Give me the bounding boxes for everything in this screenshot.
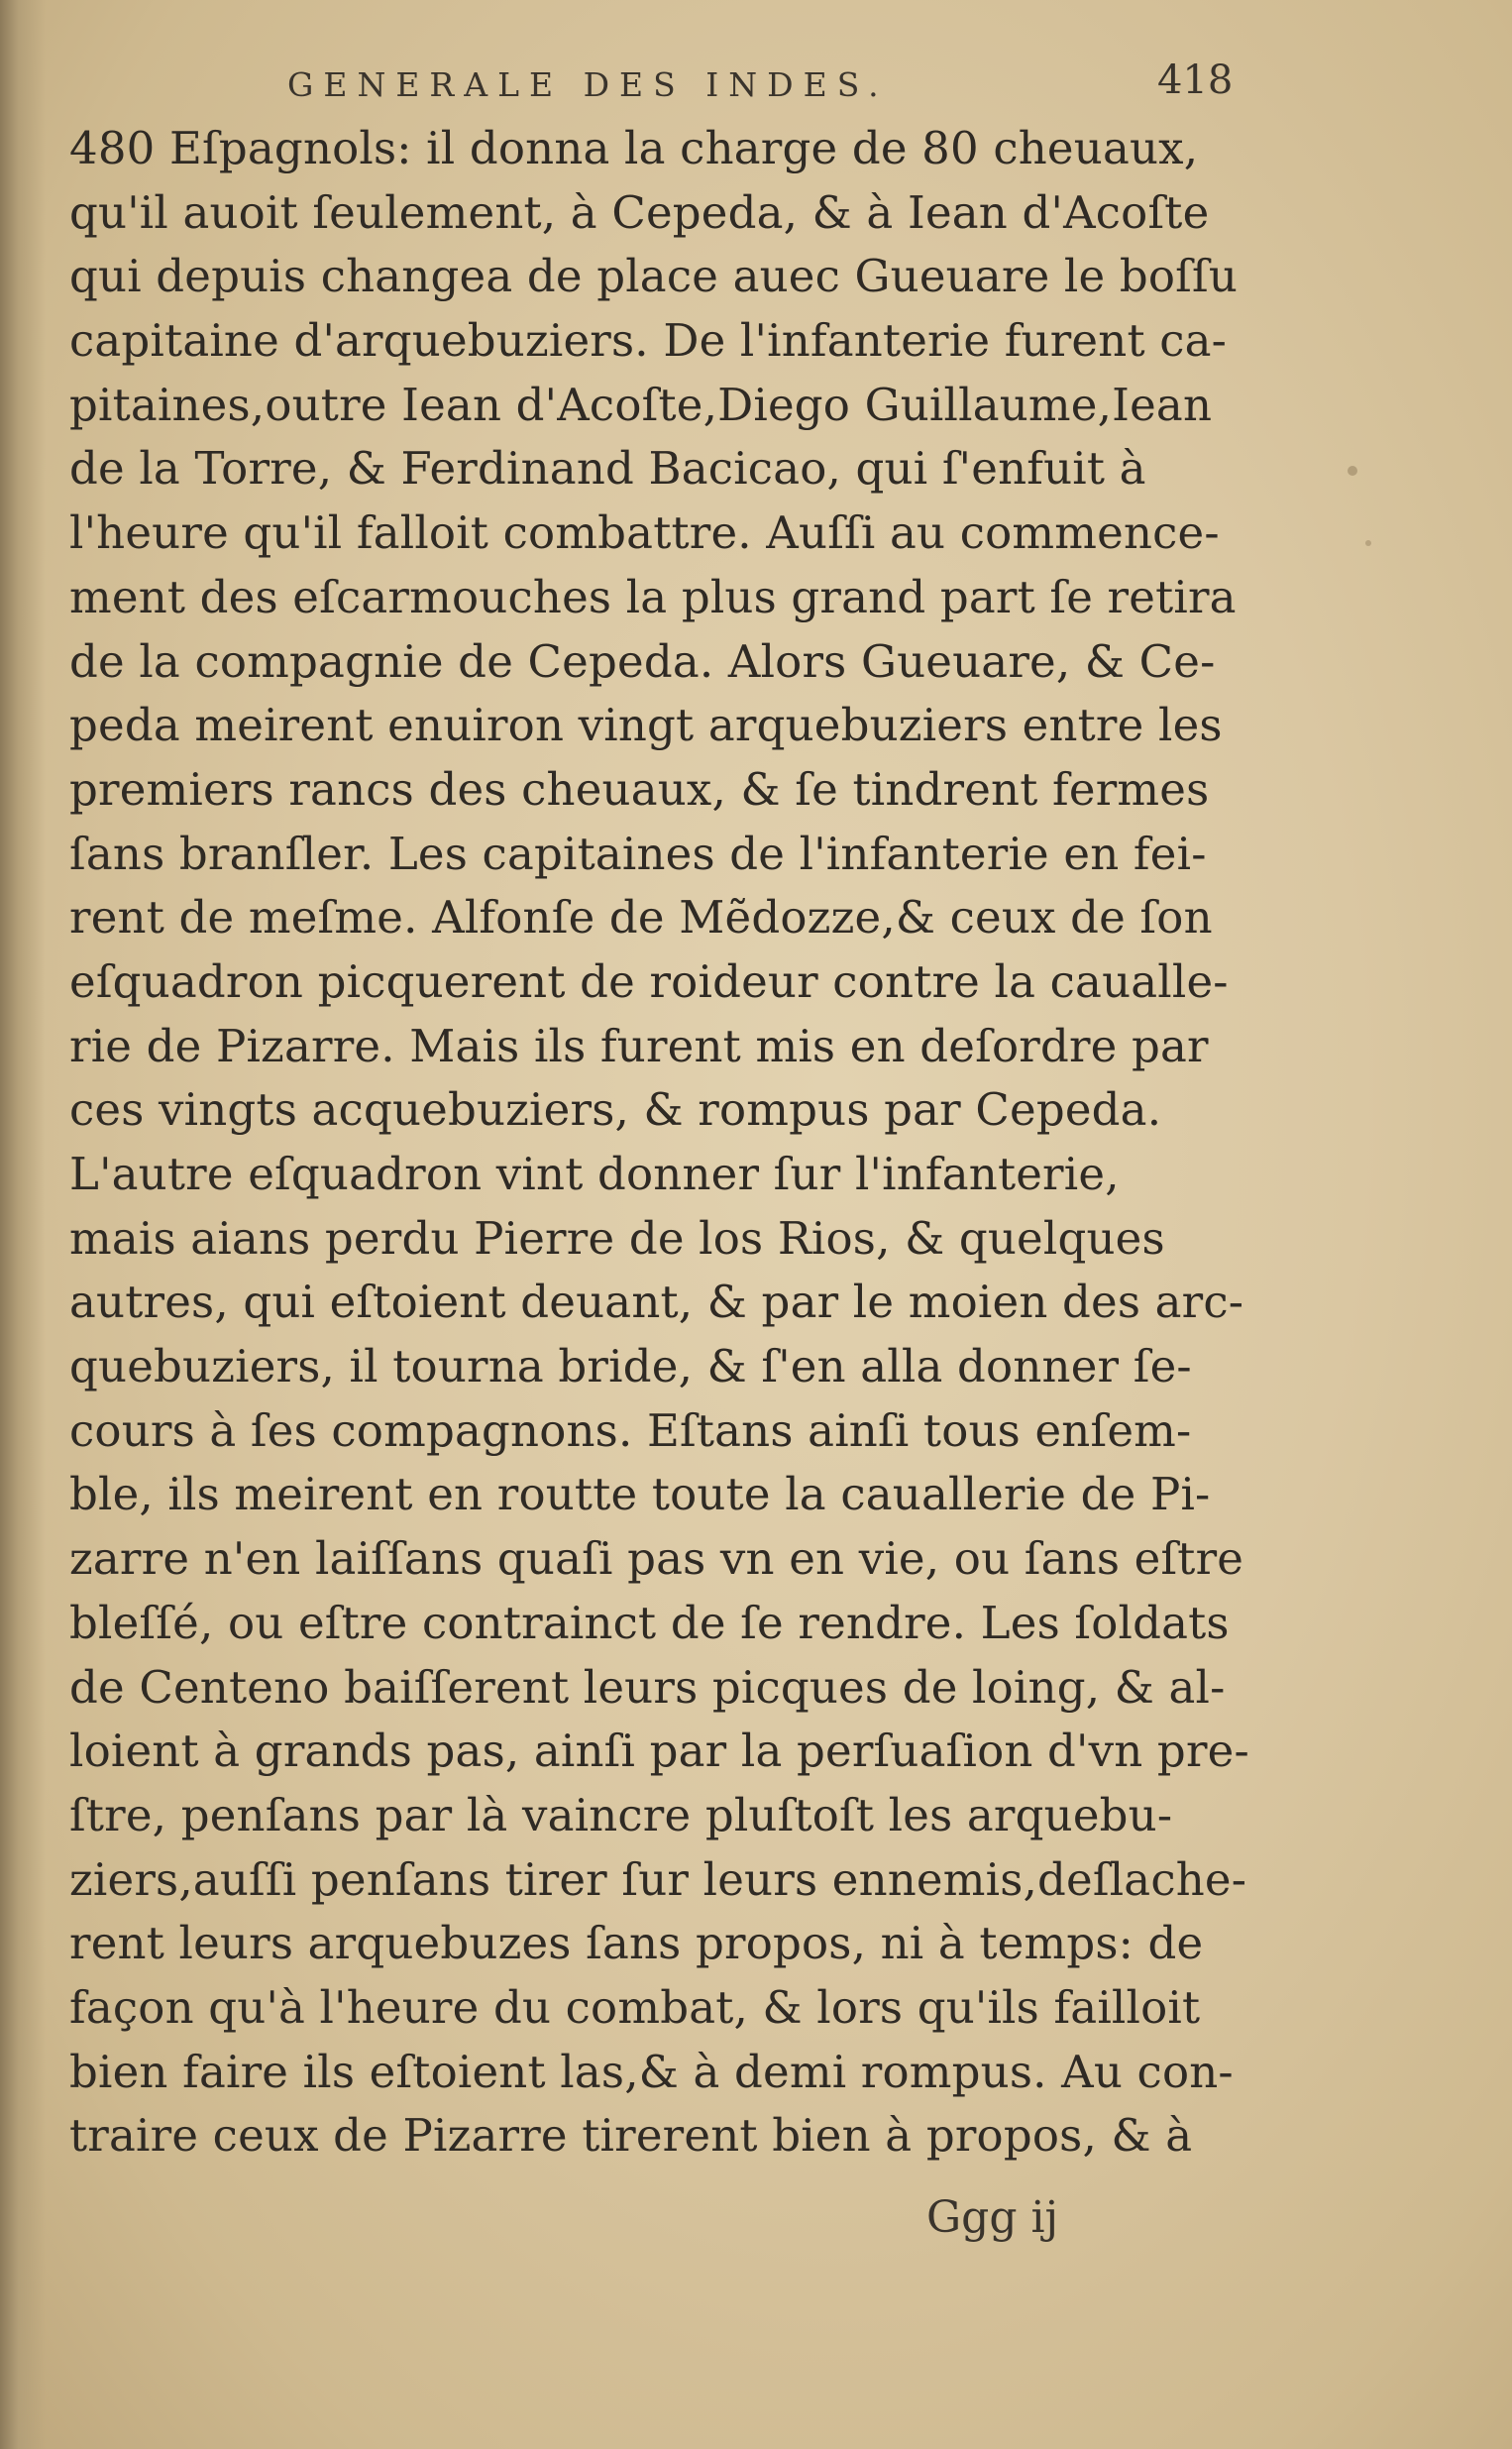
text-line: bien faire ils eſtoient las,& à demi rompus. Au con- (69, 2045, 1234, 2098)
signature-mark: Ggg ij (926, 2192, 1059, 2243)
text-line: l'heure qu'il falloit combattre. Auſſi au commence- (69, 506, 1220, 560)
text-line: cours à ſes compagnons. Eſtans ainſi tous enſem- (69, 1403, 1192, 1457)
text-line: pitaines,outre Iean d'Acoſte,Diego Guillaume,Iean (69, 378, 1213, 431)
text-line: 480 Eſpagnols: il donna la charge de 80 cheuaux, (69, 122, 1199, 174)
text-line: peda meirent enuiron vingt arquebuziers entre les (69, 699, 1223, 752)
text-line: bleſſé, ou eſtre contrainct de ſe rendre. Les ſoldats (69, 1596, 1230, 1649)
text-line: ment des eſcarmouches la plus grand part ſe retira (69, 570, 1237, 623)
text-line: eſquadron picquerent de roideur contre la caualle- (69, 954, 1229, 1008)
text-line: de la compagnie de Cepeda. Alors Gueuare, & Ce- (69, 634, 1216, 688)
text-line: L'autre eſquadron vint donner ſur l'infanterie, (69, 1148, 1120, 1200)
text-line: traire ceux de Pizarre tirerent bien à propos, & à (69, 2109, 1193, 2163)
text-line: rent leurs arquebuzes ſans propos, ni à temps: de (69, 1917, 1204, 1970)
text-line: ſans branſler. Les capitaines de l'infanterie en fei- (69, 827, 1207, 880)
text-line: autres, qui eſtoient deuant, & par le moien des arc- (69, 1276, 1244, 1329)
text-line: de Centeno baiſſerent leurs picques de loing, & al- (69, 1660, 1226, 1714)
paper-stain (1365, 540, 1371, 546)
text-line: premiers rancs des cheuaux, & ſe tindrent fermes (69, 762, 1210, 816)
body-text (69, 117, 1268, 2169)
text-line: ziers,auſſi penſans tirer ſur leurs ennemis,deſlache- (69, 1852, 1247, 1906)
text-line: rent de meſme. Alfonſe de Mẽdozze,& ceux de ſon (69, 891, 1213, 945)
text-line: qui depuis changea de place auec Gueuare le boſſu (69, 250, 1239, 303)
page-number: 418 (1157, 57, 1234, 103)
text-line: rie de Pizarre. Mais ils furent mis en deſordre par (69, 1019, 1209, 1072)
text-line: quebuziers, il tourna bride, & ſ'en alla donner ſe- (69, 1340, 1192, 1393)
text-line: ſtre, penſans par là vaincre pluſtoſt les arquebu- (69, 1788, 1173, 1841)
text-line: loient à grands pas, ainſi par la perſuaſion d'vn pre- (69, 1725, 1249, 1778)
text-line: capitaine d'arquebuziers. De l'infanterie furent ca- (69, 314, 1228, 368)
text-line: ble, ils meirent en routte toute la cauallerie de Pi- (69, 1468, 1211, 1521)
text-line: qu'il auoit ſeulement, à Cepeda, & à Iean d'Acoſte (69, 185, 1210, 239)
text-line: zarre n'en laiſſans quaſi pas vn en vie, ou ſans eſtre (69, 1532, 1244, 1586)
gutter-shadow (0, 0, 46, 2449)
running-head: GENERALE DES INDES. (287, 65, 889, 104)
text-line: façon qu'à l'heure du combat, & lors qu'ils failloit (69, 1980, 1201, 2034)
text-line: mais aians perdu Pierre de los Rios, & quelques (69, 1211, 1165, 1265)
text-line: ces vingts acquebuziers, & rompus par Cepeda. (69, 1083, 1162, 1137)
paper-stain (1348, 466, 1357, 476)
text-line: de la Torre, & Ferdinand Bacicao, qui ſ'enfuit à (69, 442, 1146, 496)
